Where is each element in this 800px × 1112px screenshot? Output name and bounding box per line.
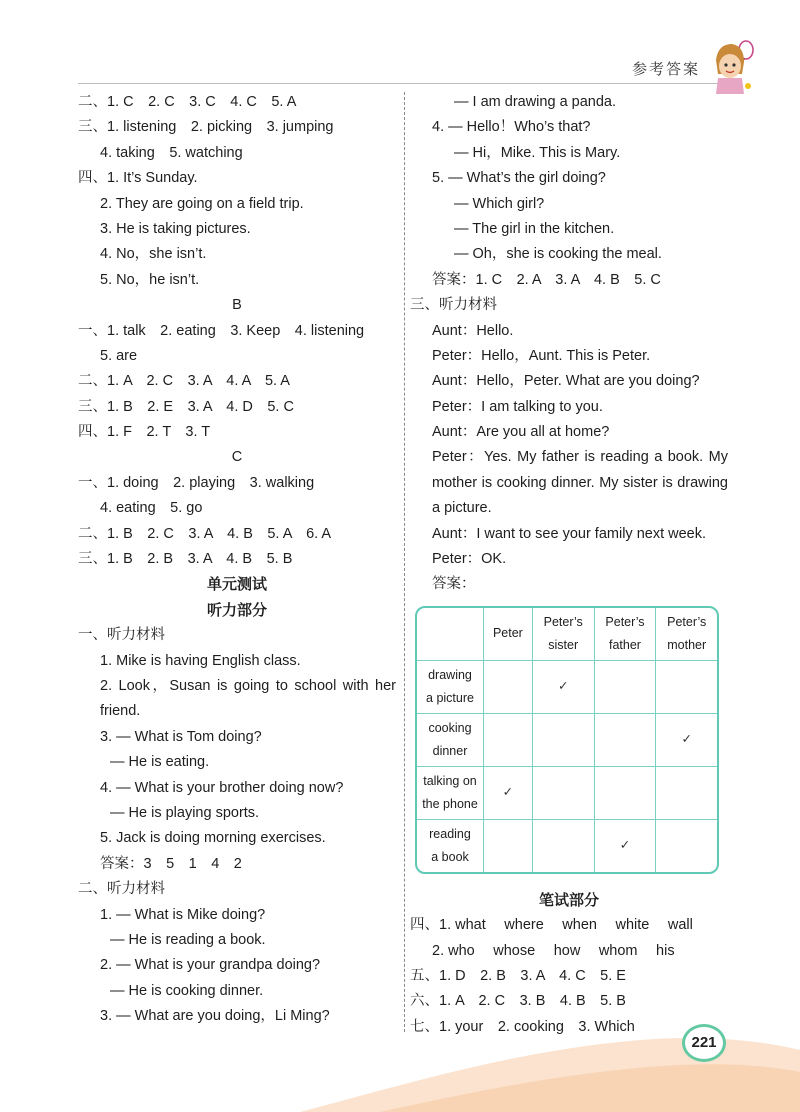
- check-cell: [532, 766, 594, 819]
- column-header-line: Peter’s: [605, 614, 645, 629]
- answer-line: 3. — What are you doing，Li Ming?: [100, 1008, 330, 1025]
- check-cell: [656, 819, 717, 872]
- dialogue-line: mother is cooking dinner. My sister is drawing: [432, 474, 728, 491]
- listening-part-heading: 听力部分: [206, 601, 267, 619]
- answer-line: friend.: [100, 703, 141, 720]
- check-cell: [484, 819, 533, 872]
- answer-line: 四、1. It’s Sunday.: [78, 170, 198, 187]
- section-heading-b: B: [232, 297, 242, 314]
- answer-line: 4. eating 5. go: [100, 500, 203, 517]
- answer-line: 1. — What is Mike doing?: [100, 906, 266, 923]
- answer-line: — Which girl?: [454, 195, 545, 212]
- answer-line: 4. — Hello！Who’s that?: [432, 119, 591, 136]
- column-header-line: Peter’s: [667, 614, 707, 629]
- answer-line: 三、听力材料: [410, 297, 497, 314]
- dialogue-line: a picture.: [432, 500, 492, 517]
- row-header-line: a picture: [426, 690, 474, 705]
- answer-line: 2. Look，Susan is going to school with her: [100, 677, 396, 694]
- row-header-line: dinner: [432, 743, 468, 758]
- answer-line: 3. He is taking pictures.: [100, 220, 251, 237]
- column-header-line: mother: [667, 637, 707, 652]
- answer-line: 一、1. talk 2. eating 3. Keep 4. listening: [78, 322, 365, 339]
- girl-with-racket-icon: [708, 38, 758, 98]
- row-header-line: a book: [431, 849, 469, 864]
- table-corner-cell: [417, 608, 484, 661]
- footer-wave: [0, 1010, 800, 1112]
- row-header-line: reading: [429, 826, 471, 841]
- column-header-mother: [656, 608, 717, 661]
- answer-line: 2. They are going on a field trip.: [100, 195, 304, 212]
- column-header-line: father: [609, 637, 641, 652]
- row-header-line: the phone: [422, 796, 478, 811]
- column-header-sister: [532, 608, 594, 661]
- dialogue-line: Peter：I am talking to you.: [432, 398, 603, 415]
- dialogue-line: Aunt：I want to see your family next week.: [432, 525, 707, 542]
- column-header-line: sister: [548, 637, 579, 652]
- table-row: [417, 713, 717, 766]
- check-cell: [484, 713, 533, 766]
- column-header-father: [594, 608, 656, 661]
- answer-line: — He is reading a book.: [110, 931, 266, 948]
- row-header: [417, 660, 484, 713]
- answer-line: 二、1. C 2. C 3. C 4. C 5. A: [78, 94, 297, 110]
- answer-line: — He is cooking dinner.: [110, 982, 264, 999]
- check-cell: ✓: [594, 819, 656, 872]
- dialogue-line: Aunt：Are you all at home?: [432, 424, 610, 441]
- table-row: [417, 766, 717, 819]
- answer-line: 5. No，he isn’t.: [100, 271, 200, 288]
- answer-line: 二、听力材料: [78, 881, 165, 898]
- check-cell: [532, 819, 594, 872]
- answer-line: 四、1. F 2. T 3. T: [78, 424, 211, 441]
- check-cell: [484, 660, 533, 713]
- answer-line: 4. — What is your brother doing now?: [100, 779, 344, 796]
- answer-line: 七、1. your 2. cooking 3. Which: [410, 1018, 635, 1035]
- check-cell: [594, 713, 656, 766]
- answer-line: — The girl in the kitchen.: [454, 220, 615, 237]
- section-heading-c: C: [231, 449, 243, 466]
- written-part-heading: 笔试部分: [538, 891, 599, 909]
- answer-line: 三、1. listening 2. picking 3. jumping: [78, 119, 334, 136]
- page-number: 221: [682, 1024, 726, 1062]
- row-header: [417, 819, 484, 872]
- left-column: [78, 90, 396, 1029]
- answer-line: 五、1. D 2. B 3. A 4. C 5. E: [410, 967, 626, 984]
- check-cell: [656, 660, 717, 713]
- spacer: [410, 874, 728, 888]
- dialogue-line: Aunt：Hello.: [432, 322, 514, 339]
- column-header-peter: [484, 608, 533, 661]
- answer-line: 2. who whose how whom his: [432, 942, 675, 959]
- column-divider: [404, 92, 405, 1032]
- answer-line: 三、1. B 2. E 3. A 4. D 5. C: [78, 398, 294, 415]
- answer-line: 2. — What is your grandpa doing?: [100, 957, 321, 974]
- header-rule: [78, 83, 724, 84]
- answer-line: — Oh，she is cooking the meal.: [454, 246, 662, 263]
- answer-line: 答案：3 5 1 4 2: [100, 855, 242, 872]
- row-header-line: drawing: [428, 667, 472, 682]
- answer-line: 一、听力材料: [78, 627, 165, 644]
- answer-line: 4. No，she isn’t.: [100, 246, 207, 263]
- answer-grid: [417, 608, 717, 872]
- answer-line: 答案：1. C 2. A 3. A 4. B 5. C: [432, 271, 661, 288]
- answer-line: 二、1. B 2. C 3. A 4. B 5. A 6. A: [78, 525, 332, 542]
- answer-line: 1. Mike is having English class.: [100, 652, 301, 669]
- answer-line: — He is playing sports.: [110, 804, 260, 821]
- check-cell: [656, 766, 717, 819]
- answer-line: — He is eating.: [110, 754, 210, 771]
- answer-line: 5. Jack is doing morning exercises.: [100, 830, 326, 847]
- table-row: [417, 819, 717, 872]
- header-title: 参考答案: [632, 61, 701, 78]
- answer-line: 4. taking 5. watching: [100, 144, 243, 161]
- answer-line: 四、1. what where when white wall: [410, 917, 693, 934]
- answer-line: — Hi，Mike. This is Mary.: [454, 144, 621, 161]
- row-header: [417, 766, 484, 819]
- unit-test-heading: 单元测试: [206, 576, 267, 594]
- check-cell: [594, 660, 656, 713]
- answer-line: 一、1. doing 2. playing 3. walking: [78, 474, 315, 491]
- answer-line: 5. are: [100, 347, 138, 364]
- answer-line: 三、1. B 2. B 3. A 4. B 5. B: [78, 551, 293, 568]
- check-cell: ✓: [532, 660, 594, 713]
- check-cell: [594, 766, 656, 819]
- column-header-line: Peter: [492, 626, 523, 641]
- table-row: [417, 660, 717, 713]
- dialogue-line: Peter：Hello，Aunt. This is Peter.: [432, 347, 651, 364]
- row-header-line: talking on: [423, 773, 477, 788]
- answer-line: — I am drawing a panda.: [454, 94, 617, 110]
- answer-line: 5. — What’s the girl doing?: [432, 170, 606, 187]
- row-header: [417, 713, 484, 766]
- column-header-line: Peter’s: [543, 614, 583, 629]
- check-cell: ✓: [656, 713, 717, 766]
- dialogue-line: Peter：Yes. My father is reading a book. My: [432, 449, 728, 466]
- dialogue-line: Peter：OK.: [432, 551, 507, 568]
- answer-label: 答案：: [432, 576, 476, 593]
- answer-line: 六、1. A 2. C 3. B 4. B 5. B: [410, 993, 626, 1010]
- dialogue-line: Aunt：Hello，Peter. What are you doing?: [432, 373, 700, 390]
- answer-line: 3. — What is Tom doing?: [100, 728, 262, 745]
- right-column: [410, 90, 728, 1040]
- row-header-line: cooking: [428, 720, 472, 735]
- check-cell: [532, 713, 594, 766]
- answer-line: 二、1. A 2. C 3. A 4. A 5. A: [78, 373, 290, 390]
- table-header-row: [417, 608, 717, 661]
- check-cell: ✓: [484, 766, 533, 819]
- answer-table: [415, 606, 719, 874]
